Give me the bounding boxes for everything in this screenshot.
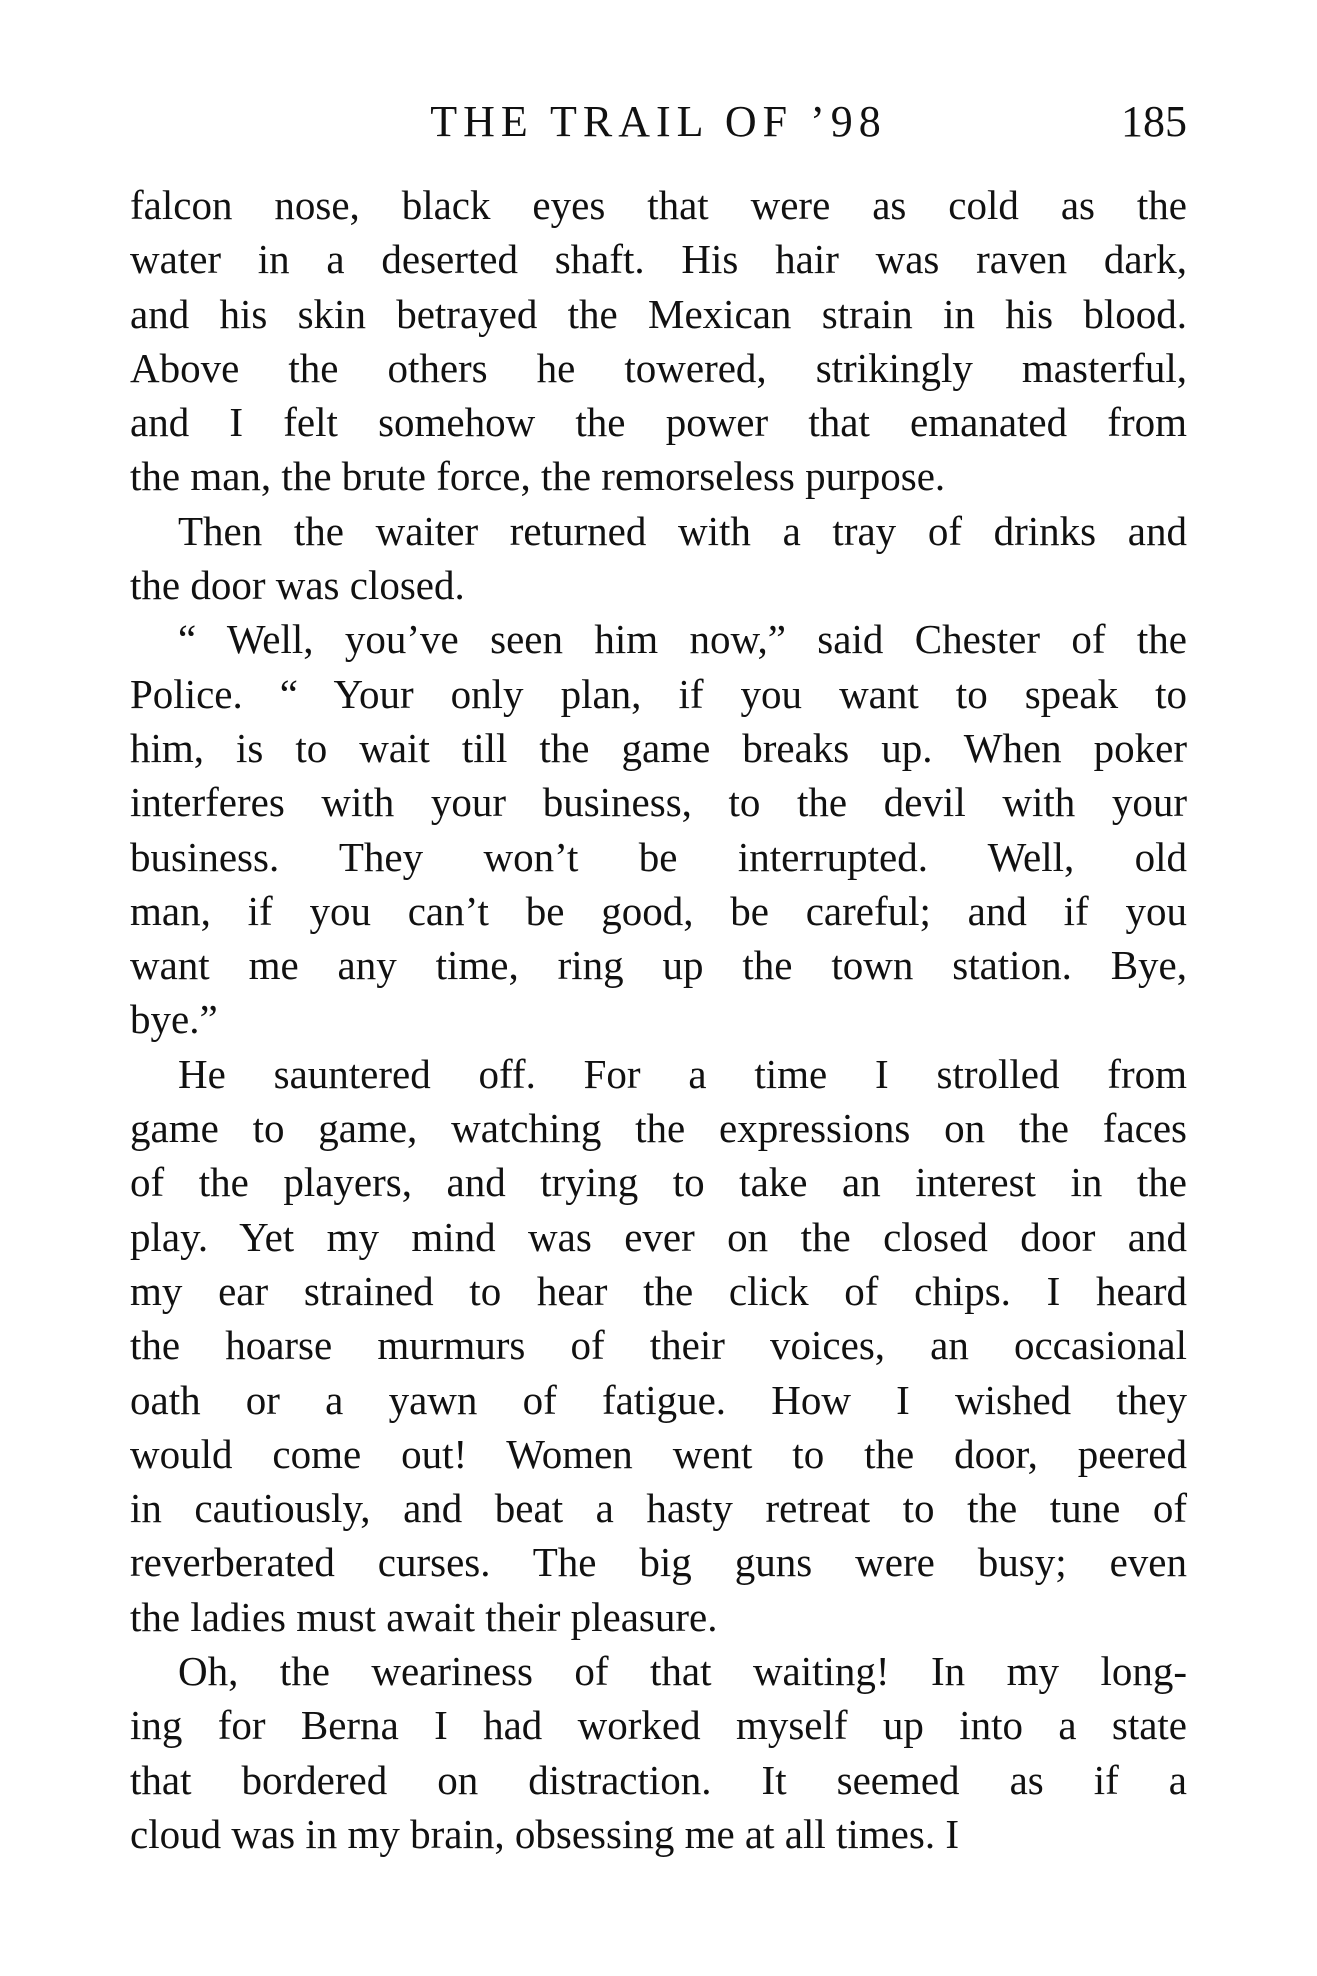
text-line: water in a deserted shaft. His hair was raven dark, (130, 236, 1187, 283)
text-line: falcon nose, black eyes that were as cold as the (130, 182, 1187, 228)
page-number: 185 (1121, 97, 1187, 146)
text-line: bye.” (130, 996, 218, 1043)
text-line: Police. “ Your only plan, if you want to speak to (130, 670, 1187, 717)
text-line: oath or a yawn of fatigue. How I wished they (130, 1376, 1187, 1423)
text-line: the ladies must await their pleasure. (130, 1593, 718, 1640)
text-line: “ Well, you’ve seen him now,” said Chester of the (178, 616, 1187, 663)
paragraph (130, 612, 1187, 1046)
text-line: and I felt somehow the power that emanated from (130, 399, 1187, 446)
paragraph (130, 178, 1187, 504)
text-line: reverberated curses. The big guns were busy; even (130, 1539, 1187, 1586)
text-line: my ear strained to hear the click of chips. I heard (130, 1267, 1187, 1314)
text-line: of the players, and trying to take an interest in the (130, 1159, 1187, 1206)
text-line: He sauntered off. For a time I strolled from (178, 1050, 1187, 1097)
page-header (130, 92, 1187, 152)
text-line: ing for Berna I had worked myself up into a state (130, 1702, 1187, 1749)
text-line: in cautiously, and beat a hasty retreat to the tune of (130, 1485, 1187, 1532)
paragraph (130, 1644, 1187, 1861)
text-line: Above the others he towered, strikingly masterful, (130, 344, 1187, 391)
text-line: the hoarse murmurs of their voices, an occasional (130, 1322, 1187, 1369)
text-line: want me any time, ring up the town station. Bye, (130, 942, 1187, 989)
text-line: game to game, watching the expressions on the faces (130, 1105, 1187, 1152)
paragraph (130, 1047, 1187, 1644)
text-line: and his skin betrayed the Mexican strain in his blood. (130, 290, 1187, 337)
text-line: him, is to wait till the game breaks up. When poker (130, 724, 1187, 771)
text-line: cloud was in my brain, obsessing me at all times. I (130, 1810, 959, 1857)
text-line: Then the waiter returned with a tray of drinks and (178, 507, 1187, 554)
paragraph (130, 504, 1187, 613)
body-text (130, 178, 1187, 1861)
text-line: the door was closed. (130, 562, 465, 609)
running-title: THE TRAIL OF ’98 (430, 97, 887, 146)
text-line: business. They won’t be interrupted. Well, old (130, 833, 1187, 880)
text-line: interferes with your business, to the devil with your (130, 779, 1187, 826)
text-line: Oh, the weariness of that waiting! In my long- (178, 1648, 1187, 1695)
text-line: the man, the brute force, the remorseless purpose. (130, 453, 946, 500)
text-line: that bordered on distraction. It seemed as if a (130, 1756, 1187, 1803)
text-line: play. Yet my mind was ever on the closed door and (130, 1213, 1187, 1260)
text-line: man, if you can’t be good, be careful; and if you (130, 887, 1187, 934)
text-line: would come out! Women went to the door, peered (130, 1430, 1187, 1477)
